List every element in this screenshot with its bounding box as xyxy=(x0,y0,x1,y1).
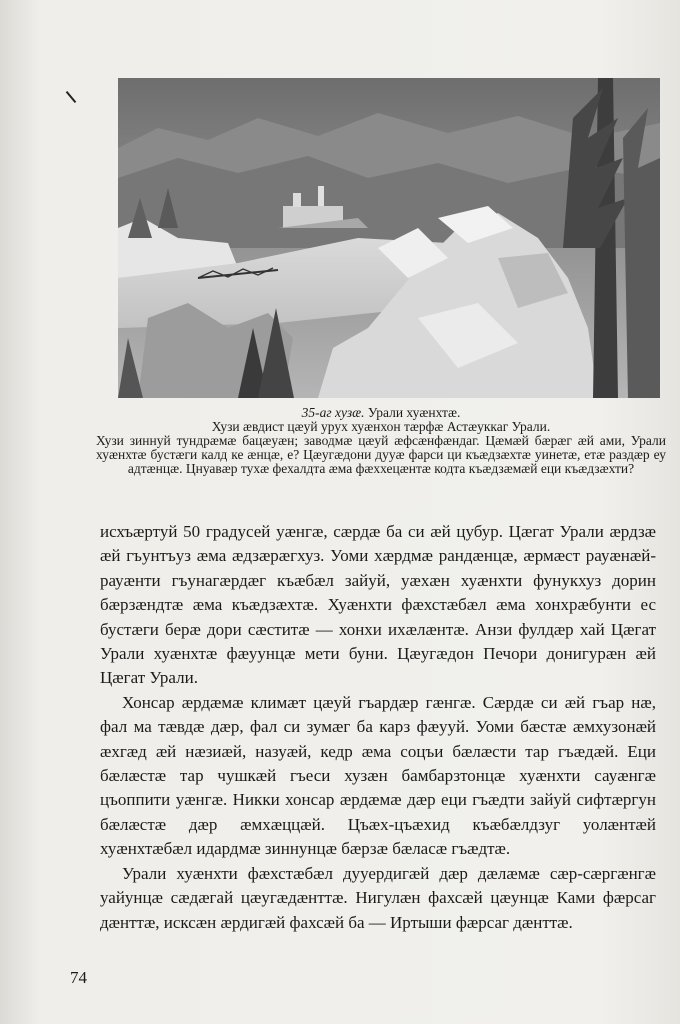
paragraph: Хонсар æрдæмæ климæт цæуй гъардæр гæнгæ. Сæрдæ си æй гъар нæ, фал ма тæвдæ дæр, фал си зумæг ба карз фæууй. Уоми бæстæ æмхузонæй æхгæд æй нæзиæй, назуæй, кедр æма соцъи бæлæсти тар гъæдæй. Еци бæлæстæ тар чушкæй гъеси хузæн бамбарзтонцæ хуæнхти сауæнгæ цъоппити уæнгæ. Никки хонсар æрдæмæ дæр еци гъæдти зайуй сифтæргун бæлæстæ дæр æмхæццæй. Цъæх-цъæхид къæбæлдзуг уолæнтæй хуæнхтæбæл идардмæ зиннунцæ бæрзæ бæласæ гъæдтæ. xyxy=(100,692,656,859)
landscape-photo xyxy=(118,78,660,398)
caption-line: Хузи æвдист цæуй урух хуæнхон тæрфæ Астæуккаг Урали. xyxy=(211,419,551,434)
caption-description: Хузи зиннуй тундрæмæ бацæуæн; заводмæ цæуй æфсæнфæндаг. Цæмæй бæрæг æй ами, Урали хуæнхтæ бустæги калд ке æнцæ, е? Цæугæдони дууæ фарси ци къæдзæхтæ уинетæ, етæ раздæр еу адтæнцæ. Цнуавæр тухæ фехалдта æма фæххецæнтæ кодта къæдзæмæй еци къæдзæхти? xyxy=(96,433,666,476)
caption-subtitle: Урали хуæнхтæ. xyxy=(367,405,461,420)
page-number: 74 xyxy=(70,968,87,987)
figure-caption xyxy=(96,406,666,476)
paragraph: Урали хуæнхти фæхстæбæл дууердигæй дæр дæлæмæ сæр-сæргæнгæ уайунцæ сæдæгай цæугæдæнттæ. Нигулæн фахсæй цæунцæ Ками фæрсаг дæнттæ, исксæн æрдигæй фахсæй ба — Иртыши фæрсаг дæнттæ. xyxy=(100,863,656,932)
body-text xyxy=(100,520,656,935)
caption-title: 35-аг хузæ. xyxy=(301,405,365,420)
pencil-mark xyxy=(66,91,77,103)
paragraph: исхъæртуй 50 градусей уæнгæ, сæрдæ ба си æй цубур. Цæгат Урали æрдзæ æй гъунтъуз æма æдзæрæгхуз. Уоми хæрдмæ рандæнцæ, æрмæст рауæнæй-рауæнти гъунагæрдæг къæбæл зайуй, уæхæн хуæнхти фунукхуз дорин бæрзæндтæ æма къæдзæхтæ. Хуæнхти фæхстæбæл æма хонхрæбунти ес бустæги берæ дори сæститæ — хонхи ихæлæнтæ. Анзи фулдæр хай Цæгат Урали хуæнхтæ фæуунцæ мети буни. Цæугæдон Печори донигурæн æй Цæгат Урали. xyxy=(100,522,656,688)
